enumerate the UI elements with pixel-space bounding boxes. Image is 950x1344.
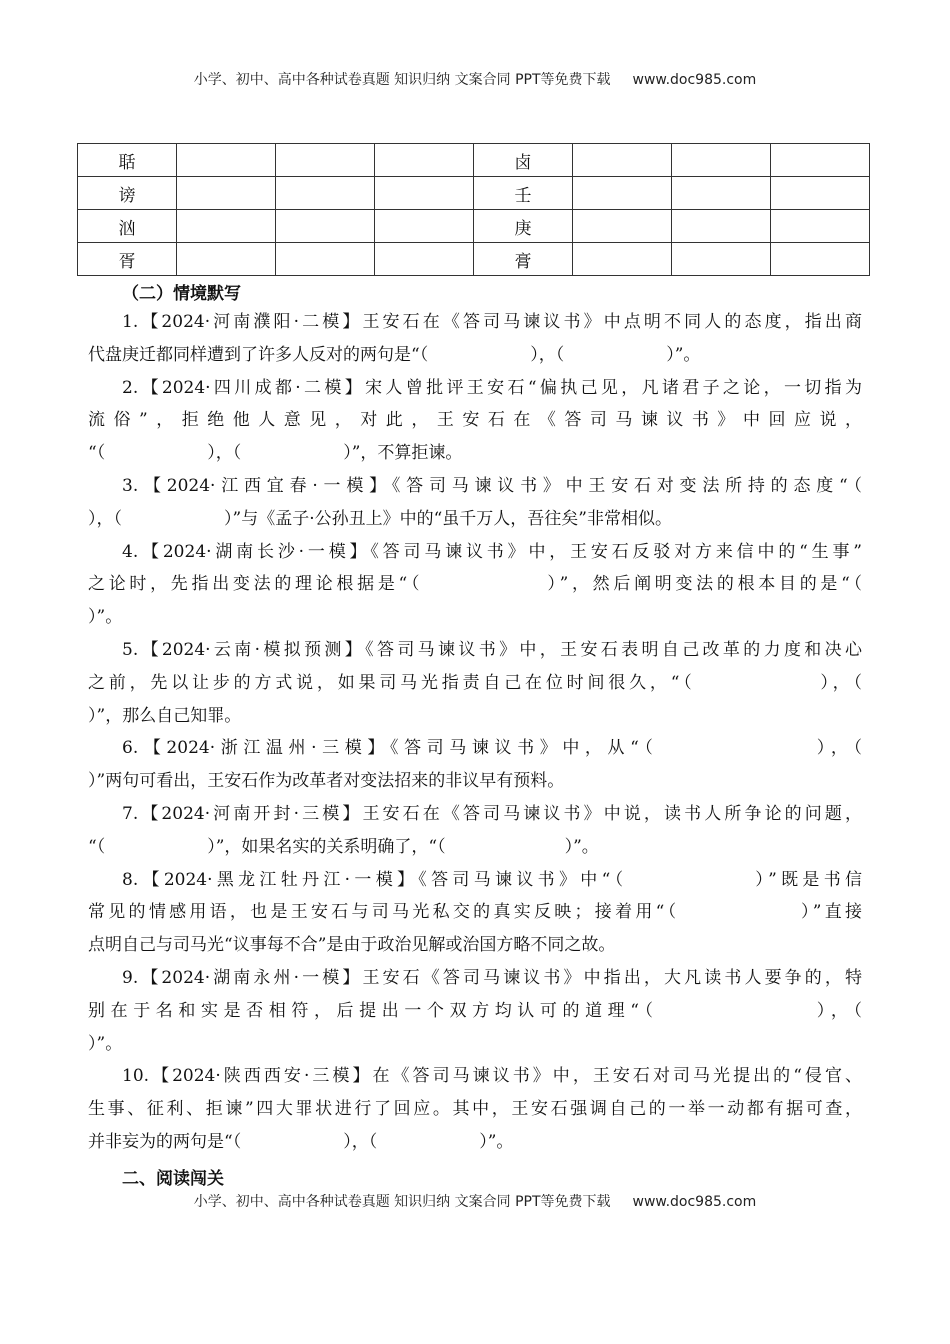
blank-cell <box>177 243 276 276</box>
section-title-situational-dictation: （二）情境默写 <box>122 284 241 304</box>
blank-cell <box>177 210 276 243</box>
question-line: 3.【2024·江西宜春·一模】《答司马谏议书》中王安石对变法所持的态度“（ <box>122 475 862 496</box>
blank-cell <box>672 177 771 210</box>
table-row <box>78 210 870 243</box>
character-cell: 聒 <box>78 144 177 177</box>
blank-cell <box>573 144 672 177</box>
character-cell: 卤 <box>474 144 573 177</box>
question-line: 流俗”，拒绝他人意见，对此，王安石在《答司马谏议书》中回应说， <box>88 410 862 431</box>
blank-cell <box>771 177 870 210</box>
blank-cell <box>375 210 474 243</box>
blank-cell <box>573 243 672 276</box>
question-line: ）”。 <box>88 1033 123 1054</box>
blank-cell <box>276 177 375 210</box>
question-line: 1.【2024·河南濮阳·二模】王安石在《答司马谏议书》中点明不同人的态度，指出商 <box>122 312 862 332</box>
question-item <box>88 864 862 962</box>
blank-cell <box>276 144 375 177</box>
question-line: 之前，先以让步的方式说，如果司马光指责自己在位时间很久，“（ ），（ <box>88 672 862 693</box>
character-cell: 汹 <box>78 210 177 243</box>
question-item <box>88 1060 862 1158</box>
blank-cell <box>573 177 672 210</box>
blank-cell <box>672 243 771 276</box>
question-item <box>88 732 862 798</box>
question-line: 6.【2024·浙江温州·三模】《答司马谏议书》中，从“（ ），（ <box>122 738 862 759</box>
question-list <box>88 306 862 1159</box>
table-row <box>78 243 870 276</box>
question-line: 别在于名和实是否相符，后提出一个双方均认可的道理“（ ），（ <box>88 1000 862 1021</box>
table-row <box>78 177 870 210</box>
blank-cell <box>672 210 771 243</box>
question-line: 生事、征利、拒谏”四大罪状进行了回应。其中，王安石强调自己的一举一动都有据可查， <box>88 1099 862 1120</box>
blank-cell <box>177 144 276 177</box>
question-item <box>88 634 862 732</box>
character-cell: 膏 <box>474 243 573 276</box>
question-line: 8.【2024·黑龙江牡丹江·一模】《答司马谏议书》中“（ ）”既是书信 <box>122 869 862 890</box>
question-line: 并非妄为的两句是“（ ），（ ）”。 <box>88 1131 514 1152</box>
table-row <box>78 144 870 177</box>
question-item <box>88 962 862 1060</box>
question-line: 7.【2024·河南开封·三模】王安石在《答司马谏议书》中说，读书人所争论的问题， <box>122 803 862 824</box>
question-line: 常见的情感用语，也是王安石与司马光私交的真实反映；接着用“（ ）”直接 <box>88 902 862 923</box>
section-title-reading: 二、阅读闯关 <box>122 1169 224 1189</box>
character-cell: 谤 <box>78 177 177 210</box>
question-line: 9.【2024·湖南永州·一模】王安石《答司马谏议书》中指出，大凡读书人要争的，特 <box>122 967 862 988</box>
question-line: ），（ ）”与《孟子·公孙丑上》中的“虽千万人，吾往矣”非常相似。 <box>88 508 672 529</box>
blank-cell <box>276 243 375 276</box>
question-line: “（ ）”，如果名实的关系明确了，“（ ）”。 <box>88 836 599 857</box>
blank-cell <box>672 144 771 177</box>
header-text: 小学、初中、高中各种试卷真题 知识归纳 文案合同 PPT等免费下载 <box>193 72 611 88</box>
blank-cell <box>375 177 474 210</box>
question-item <box>88 536 862 634</box>
page-header <box>0 69 950 89</box>
blank-cell <box>375 243 474 276</box>
question-item <box>88 470 862 536</box>
blank-cell <box>375 144 474 177</box>
question-item <box>88 372 862 470</box>
page-footer <box>0 1191 950 1211</box>
header-url: www.doc985.com <box>632 72 757 88</box>
footer-text: 小学、初中、高中各种试卷真题 知识归纳 文案合同 PPT等免费下载 <box>193 1194 611 1210</box>
blank-cell <box>771 210 870 243</box>
question-line: 5.【2024·云南·模拟预测】《答司马谏议书》中，王安石表明自己改革的力度和决心 <box>122 639 862 660</box>
question-line: 4.【2024·湖南长沙·一模】《答司马谏议书》中，王安石反驳对方来信中的“生事” <box>122 541 862 562</box>
question-line: ）”两句可看出，王安石作为改革者对变法招来的非议早有预料。 <box>88 771 565 792</box>
question-line: 代盘庚迁都同样遭到了许多人反对的两句是“（ ），（ ）”。 <box>88 344 701 365</box>
blank-cell <box>276 210 375 243</box>
character-cell: 壬 <box>474 177 573 210</box>
question-line: ）”，那么自己知罪。 <box>88 705 242 726</box>
blank-cell <box>771 243 870 276</box>
character-table <box>77 143 870 276</box>
blank-cell <box>177 177 276 210</box>
question-item <box>88 306 862 372</box>
question-line: 10.【2024·陕西西安·三模】在《答司马谏议书》中，王安石对司马光提出的“侵官、 <box>122 1066 862 1087</box>
question-item <box>88 798 862 864</box>
footer-url: www.doc985.com <box>632 1194 757 1210</box>
question-line: “（ ），（ ）”，不算拒谏。 <box>88 443 463 464</box>
question-line: 2.【2024·四川成都·二模】宋人曾批评王安石“偏执己见，凡诸君子之论，一切指为 <box>122 377 862 398</box>
blank-cell <box>573 210 672 243</box>
question-line: 之论时，先指出变法的理论根据是“（ ）”，然后阐明变法的根本目的是“（ <box>88 574 862 595</box>
question-line: 点明自己与司马光“议事每不合”是由于政治见解或治国方略不同之故。 <box>88 935 616 956</box>
blank-cell <box>771 144 870 177</box>
character-cell: 胥 <box>78 243 177 276</box>
question-line: ）”。 <box>88 607 123 628</box>
character-cell: 庚 <box>474 210 573 243</box>
